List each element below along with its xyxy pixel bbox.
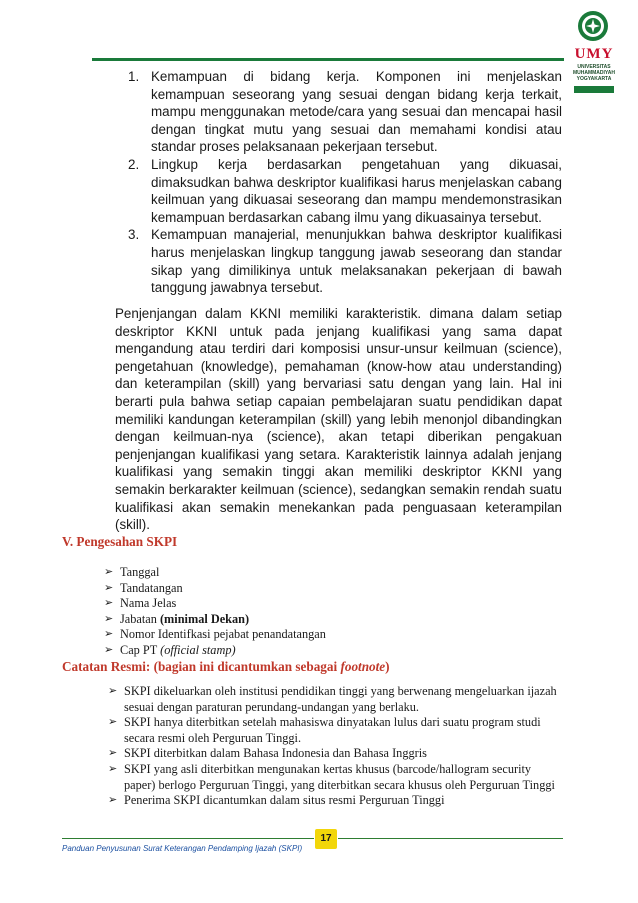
umy-logo [562,8,632,98]
list-item [128,156,562,226]
list-item: ➢ Nomor Identifkasi pejabat penandatangan [104,627,326,642]
logo-brand: UMY [574,46,614,62]
list-text: Lingkup kerja berdasarkan pengetahuan yang dikuasai, dimaksudkan bahwa deskriptor kualifikasi harus menjelaskan cabang keilmuan yang dikuasai seseorang dan mampu mendemonstrasikan kemampuan berdasarkan cabang ilmu yang dikuasainya tersebut. [151,156,562,225]
notes-list [108,684,562,809]
arrow-bullet-icon: ➢ [104,597,114,610]
list-item: ➢ Jabatan (minimal Dekan) [104,611,250,626]
numbered-list [128,68,562,297]
list-item: ➢ SKPI diterbitkan dalam Bahasa Indonesia dan Bahasa Inggris [108,746,427,761]
arrow-bullet-icon: ➢ [108,685,118,697]
logo-ribbon [574,86,614,93]
list-item: ➢ Tandatangan [104,580,183,595]
list-number: 3. [128,227,140,243]
list-number: 2. [128,156,140,172]
logo-subtitle-1: UNIVERSITAS [577,64,611,70]
footer-divider-right [338,838,563,839]
arrow-bullet-icon: ➢ [108,716,118,729]
arrow-bullet-icon: ➢ [104,628,114,641]
arrow-bullet-icon: ➢ [104,566,114,578]
footer-caption: Panduan Penyusunan Surat Keterangan Pendamping Ijazah (SKPI) [62,844,303,853]
list-number: 1. [128,69,140,84]
list-item [128,68,562,156]
arrow-bullet-icon: ➢ [104,581,114,594]
arrow-bullet-icon: ➢ [104,612,114,625]
logo-subtitle-3: YOGYAKARTA [576,76,612,82]
list-item: ➢ SKPI dikeluarkan oleh institusi pendidikan tinggi yang berwenang mengeluarkan ijazah sesuai dengan paraturan perundang-undangan yang berlaku. [108,684,557,714]
arrow-bullet-icon: ➢ [104,643,114,656]
logo-subtitle-2: MUHAMMADIYAH [572,70,616,76]
footer-divider-left [62,838,314,839]
list-item: ➢ Nama Jelas [104,596,177,611]
kkni-paragraph: Penjenjangan dalam KKNI memiliki karakteristik. dimana dalam setiap deskriptor KKNI untuk pada jenjang kualifikasi yang sama dapat mengandung atau terdiri dari komposisi unsur-unsur keilmuan (science), pengetahuan (knowledge), pemahaman (know-how atau understanding) dan keterampilan (skill) yang bervariasi satu dengan yang lain. Hal ini berarti pula bahwa setiap capaian pembelajaran suatu pendidikan dapat memiliki kandungan keterampilan (skill) yang lebih menonjol dibandingkan dengan keilmuan-nya (science), akan tetapi diberikan pengakuan penjenjangan kualifikasi yang setara. Karakteristik lainnya adalah jenjang kualifikasi yang semakin tinggi akan memiliki deskriptor KKNI yang semakin berkarakter keilmuan (science), sedangkan semakin rendah suatu kualifikasi akan semakin menekankan pada penguasaan keterampilan (skill). [115,306,562,533]
list-item: ➢ Penerima SKPI dicantumkan dalam situs resmi Perguruan Tinggi [108,793,445,808]
list-item: ➢ SKPI hanya diterbitkan setelah mahasiswa dinyatakan lulus dari suatu program studi secara resmi oleh Perguruan Tinggi. [108,715,541,745]
list-item: ➢ Tanggal [104,565,160,579]
page-number: 17 [315,829,337,849]
section-v-title: V. Pengesahan SKPI [62,534,178,549]
list-item: ➢ Cap PT (official stamp) [104,642,236,657]
arrow-bullet-icon: ➢ [108,747,118,760]
list-text: Kemampuan di bidang kerja. Komponen ini menjelaskan kemampuan seseorang yang sesuai dengan bidang kerja terkait, mampu menggunakan metode/cara yang sesuai dan mencapai hasil dengan tingkat mutu yang sesuai dan memahami kondisi atau standar proses pelaksanaan pekerjaan tersebut. [151,69,562,155]
umy-seal-icon [577,10,609,42]
arrow-bullet-icon: ➢ [108,762,118,775]
header-divider [92,58,564,61]
list-item: ➢ SKPI yang asli diterbitkan mengunakan kertas khusus (barcode/hallogram security paper) berlogo Perguruan Tinggi, yang diterbitkan secara khusus oleh Perguruan Tinggi [108,761,555,792]
list-text: Kemampuan manajerial, menunjukkan bahwa deskriptor kualifikasi harus menjelaskan lingkup tanggung jawab seseorang dan standar sikap yang dimilikinya untuk melaksanakan pekerjaan di bawah tanggung jawabnya tersebut. [151,227,562,296]
notes-title: Catatan Resmi: (bagian ini dicantumkan sebagai footnote) [62,659,390,674]
list-item [128,226,562,296]
approval-list [104,565,326,659]
arrow-bullet-icon: ➢ [108,794,118,807]
